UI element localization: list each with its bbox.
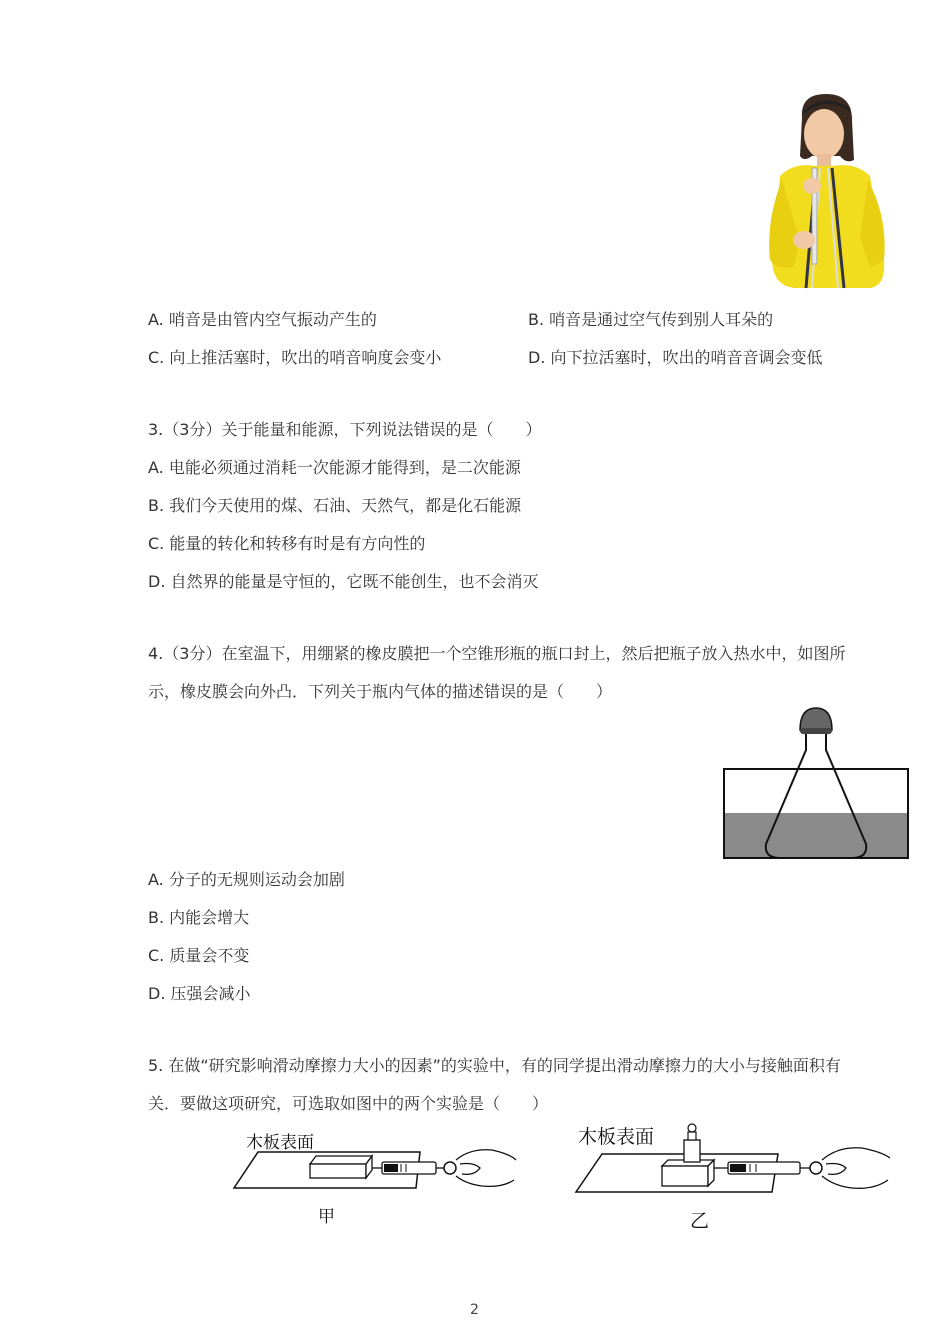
friction-figure-left [230,1138,520,1198]
q3-option-b: B. 我们今天使用的煤、石油、天然气，都是化石能源 [148,496,522,515]
q3-stem: 3.（3分）关于能量和能源，下列说法错误的是（ ） [148,420,542,439]
figure-right-title: 木板表面 [578,1126,655,1148]
q5-stem-line2: 关．要做这项研究，可选取如图中的两个实验是（ ） [148,1094,549,1113]
friction-figure-right [572,1120,892,1200]
girl-whistle-photo [760,90,890,290]
q4-option-d: D. 压强会减小 [148,984,251,1003]
q2-option-d: D. 向下拉活塞时，吹出的哨音音调会变低 [528,348,823,367]
q3-option-c: C. 能量的转化和转移有时是有方向性的 [148,534,426,553]
flask-in-water-figure [720,706,912,862]
q2-option-c: C. 向上推活塞时，吹出的哨音响度会变小 [148,348,442,367]
q4-option-a: A. 分子的无规则运动会加剧 [148,870,345,889]
q5-stem-line1: 5. 在做“研究影响滑动摩擦力大小的因素”的实验中，有的同学提出滑动摩擦力的大小与接触面积有 [148,1056,841,1075]
figure-left-caption: 甲 [318,1207,335,1227]
q4-option-c: C. 质量会不变 [148,946,250,965]
figure-right-caption: 乙 [690,1210,710,1232]
q4-stem-line2: 示，橡皮膜会向外凸．下列关于瓶内气体的描述错误的是（ ） [148,682,613,701]
q2-option-b: B. 哨音是通过空气传到别人耳朵的 [528,310,774,329]
q3-option-a: A. 电能必须通过消耗一次能源才能得到，是二次能源 [148,458,521,477]
q4-option-b: B. 内能会增大 [148,908,250,927]
q2-option-a: A. 哨音是由管内空气振动产生的 [148,310,377,329]
figure-left-title: 木板表面 [246,1133,314,1153]
q4-stem-line1: 4.（3分）在室温下，用绷紧的橡皮膜把一个空锥形瓶的瓶口封上，然后把瓶子放入热水中，如图所 [148,644,846,663]
q3-option-d: D. 自然界的能量是守恒的，它既不能创生，也不会消灭 [148,572,539,591]
page-number: 2 [470,1302,479,1318]
